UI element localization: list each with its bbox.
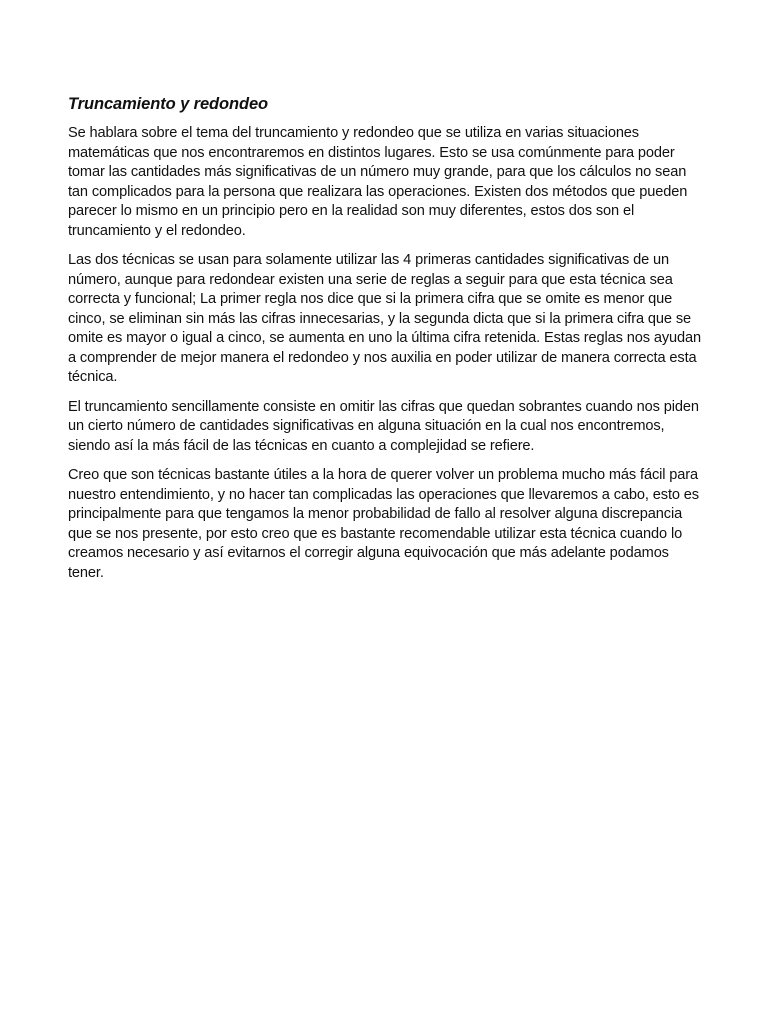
paragraph-introduction: Se hablara sobre el tema del truncamiento y redondeo que se utiliza en varias situaciones matemáticas que nos encontraremos en distintos lugares. Esto se usa comúnmente para poder tomar las cantidades más significativas de un número muy grande, para que los cálculos no sean tan complicados para la persona que realizara las operaciones. Existen dos métodos que pueden parecer lo mismo en un principio pero en la realidad son muy diferentes, estos dos son el truncamiento y el redondeo. (68, 125, 688, 239)
paragraph-truncation: El truncamiento sencillamente consiste en omitir las cifras que quedan sobrantes cuando nos piden un cierto número de cantidades significativas en alguna situación en la cual nos encontremos, siendo así la más fácil de las técnicas en cuanto a complejidad se refiere. (68, 398, 699, 454)
document-body (68, 92, 704, 593)
paragraph-rounding-rules: Las dos técnicas se usan para solamente utilizar las 4 primeras cantidades significativas de un número, aunque para redondear existen una serie de reglas a seguir para que esta técnica sea correcta y funcional; La primer regla nos dice que si la primera cifra que se omite es menor que cinco, se eliminan sin más las cifras innecesarias, y la segunda dicta que si la primera cifra que se omite es mayor o igual a cinco, se aumenta en uno la última cifra retenida. Estas reglas nos ayudan a comprender de mejor manera el redondeo y nos auxilia en poder utilizar de manera correcta esta técnica. (68, 252, 702, 385)
paragraph-conclusion: Creo que son técnicas bastante útiles a la hora de querer volver un problema mucho más fácil para nuestro entendimiento, y no hacer tan complicadas las operaciones que llevaremos a cabo, esto es principalmente para que tengamos la menor probabilidad de fallo al resolver alguna discrepancia que se nos presente, por esto creo que es bastante recomendable utilizar esta técnica cuando lo creamos necesario y así evitarnos el corregir alguna equivocación que más adelante podamos tener. (68, 467, 699, 581)
document-title: Truncamiento y redondeo (68, 95, 269, 113)
